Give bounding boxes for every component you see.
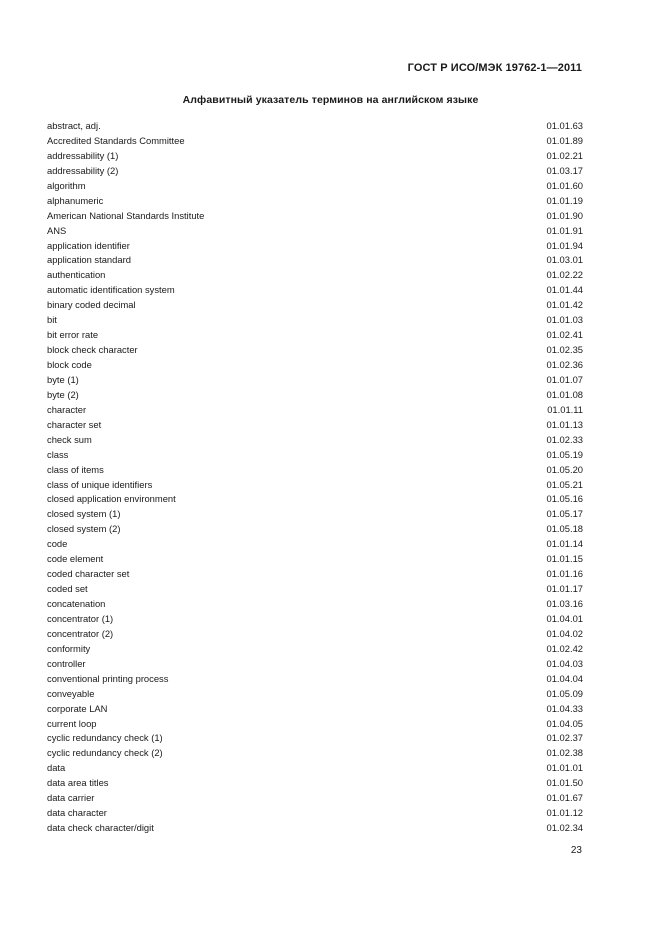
index-entry	[47, 343, 583, 358]
index-term: alphanumeric	[47, 194, 104, 206]
index-entry	[47, 119, 583, 134]
index-ref-number: 01.03.01	[546, 254, 583, 266]
index-entry	[47, 702, 583, 717]
index-entry	[47, 134, 583, 149]
index-term: algorithm	[47, 179, 86, 191]
index-ref-number: 01.04.03	[546, 657, 583, 669]
index-entry	[47, 537, 583, 552]
index-ref-number: 01.03.16	[546, 598, 583, 609]
index-term: data character	[47, 807, 107, 819]
index-term: data check character/digit	[47, 822, 154, 834]
index-ref-number: 01.03.17	[546, 164, 583, 176]
index-term: coded character set	[47, 568, 130, 580]
index-ref-number: 01.01.19	[546, 194, 583, 206]
index-ref-number: 01.01.90	[546, 209, 583, 221]
index-ref-number: 01.02.37	[546, 732, 583, 744]
index-entry	[47, 806, 583, 821]
index-ref-number: 01.01.14	[546, 538, 583, 550]
index-entry	[47, 507, 583, 522]
index-term: bit error rate	[47, 329, 99, 341]
index-entry	[47, 149, 583, 164]
index-ref-number: 01.04.33	[546, 702, 583, 714]
index-ref-number: 01.05.18	[546, 523, 583, 535]
index-ref-number: 01.01.67	[546, 792, 583, 804]
index-term: current loop	[47, 717, 97, 729]
index-ref-number: 01.01.50	[546, 777, 583, 789]
index-term: cyclic redundancy check (1)	[47, 732, 163, 744]
index-term: class of unique identifiers	[47, 478, 153, 490]
index-term: conformity	[47, 642, 91, 654]
index-entry	[47, 776, 583, 791]
index-entry	[47, 388, 583, 403]
index-term: data	[47, 762, 66, 774]
index-title: Алфавитный указатель терминов на английском языке	[182, 94, 479, 106]
index-ref-number: 01.01.12	[546, 807, 583, 819]
index-ref-number: 01.05.09	[546, 687, 583, 699]
index-ref-number: 01.02.22	[546, 269, 583, 281]
index-entry	[47, 403, 583, 418]
index-ref-number: 01.02.41	[546, 329, 583, 341]
index-term: closed system (2)	[47, 523, 121, 535]
index-entry	[47, 642, 583, 657]
index-term: conveyable	[47, 687, 95, 699]
index-term: check sum	[47, 433, 92, 445]
index-ref-number: 01.01.17	[546, 583, 583, 595]
page-number: 23	[570, 845, 582, 856]
index-term: ANS	[47, 224, 67, 236]
index-term: character set	[47, 418, 102, 430]
index-term: concentrator (1)	[47, 612, 114, 624]
index-ref-number: 01.01.16	[546, 568, 583, 580]
index-entry	[47, 373, 583, 388]
index-term: automatic identification system	[47, 284, 175, 296]
index-ref-number: 01.05.16	[546, 493, 583, 505]
index-ref-number: 01.02.33	[546, 433, 583, 445]
index-entry	[47, 567, 583, 582]
index-term: corporate LAN	[47, 702, 108, 714]
index-ref-number: 01.04.04	[546, 672, 583, 684]
index-entry	[47, 672, 583, 687]
index-ref-number: 01.04.01	[546, 612, 583, 624]
index-entry	[47, 522, 583, 537]
index-term: data carrier	[47, 792, 95, 804]
index-term: American National Standards Institute	[47, 209, 205, 221]
index-entry	[47, 552, 583, 567]
index-entry	[47, 358, 583, 373]
index-ref-number: 01.01.03	[546, 314, 583, 326]
index-entry	[47, 717, 583, 732]
index-ref-number: 01.05.17	[546, 508, 583, 520]
index-term: abstract, adj.	[47, 120, 101, 131]
term-index-list	[47, 119, 583, 836]
index-term: authentication	[47, 269, 106, 281]
index-entry	[47, 657, 583, 672]
index-entry	[47, 478, 583, 493]
index-term: application identifier	[47, 239, 130, 251]
index-entry	[47, 194, 583, 209]
index-term: byte (2)	[47, 388, 79, 400]
index-entry	[47, 328, 583, 343]
index-ref-number: 01.05.19	[546, 448, 583, 460]
index-entry	[47, 268, 583, 283]
index-term: controller	[47, 657, 86, 669]
index-term: block code	[47, 359, 92, 370]
index-term: code	[47, 538, 68, 550]
index-entry	[47, 821, 583, 836]
index-entry	[47, 687, 583, 702]
index-ref-number: 01.01.08	[546, 388, 583, 400]
index-term: class of items	[47, 463, 104, 475]
index-entry	[47, 313, 583, 328]
index-ref-number: 01.01.44	[546, 284, 583, 296]
index-entry	[47, 492, 583, 507]
index-ref-number: 01.02.34	[546, 822, 583, 834]
index-term: concentrator (2)	[47, 627, 114, 639]
index-entry	[47, 298, 583, 313]
index-term: byte (1)	[47, 373, 79, 385]
index-term: concatenation	[47, 598, 106, 609]
index-entry	[47, 224, 583, 239]
index-term: coded set	[47, 583, 88, 595]
index-entry	[47, 253, 583, 268]
index-entry	[47, 463, 583, 478]
index-entry	[47, 746, 583, 761]
index-ref-number: 01.01.11	[547, 403, 583, 415]
index-ref-number: 01.05.20	[546, 463, 583, 475]
index-term: closed system (1)	[47, 508, 121, 520]
index-ref-number: 01.02.35	[546, 344, 583, 356]
index-term: addressability (2)	[47, 164, 119, 176]
index-ref-number: 01.02.42	[546, 642, 583, 654]
index-term: conventional printing process	[47, 672, 169, 684]
index-term: block check character	[47, 344, 138, 356]
index-ref-number: 01.05.21	[546, 478, 583, 490]
index-entry	[47, 179, 583, 194]
index-entry	[47, 582, 583, 597]
index-ref-number: 01.01.07	[546, 373, 583, 385]
index-term: closed application environment	[47, 493, 176, 505]
index-ref-number: 01.01.60	[546, 179, 583, 191]
document-code: ГОСТ Р ИСО/МЭК 19762-1—2011	[407, 62, 582, 74]
index-entry	[47, 418, 583, 433]
index-term: code element	[47, 553, 104, 565]
index-term: addressability (1)	[47, 149, 119, 161]
index-entry	[47, 448, 583, 463]
index-term: application standard	[47, 254, 131, 266]
index-term: binary coded decimal	[47, 299, 136, 311]
index-ref-number: 01.01.15	[546, 553, 583, 565]
index-term: bit	[47, 314, 57, 326]
index-entry	[47, 597, 583, 612]
index-entry	[47, 761, 583, 776]
index-entry	[47, 239, 583, 254]
index-ref-number: 01.01.94	[546, 239, 583, 251]
index-ref-number: 01.01.42	[546, 299, 583, 311]
index-entry	[47, 731, 583, 746]
index-ref-number: 01.01.13	[546, 418, 583, 430]
index-ref-number: 01.02.21	[546, 149, 583, 161]
index-entry	[47, 627, 583, 642]
index-ref-number: 01.02.36	[546, 359, 583, 370]
index-term: Accredited Standards Committee	[47, 134, 185, 146]
index-ref-number: 01.01.89	[546, 134, 583, 146]
index-entry	[47, 164, 583, 179]
index-term: character	[47, 403, 87, 415]
index-entry	[47, 612, 583, 627]
index-ref-number: 01.01.01	[546, 762, 583, 774]
index-ref-number: 01.01.91	[546, 224, 583, 236]
index-term: class	[47, 448, 69, 460]
index-entry	[47, 433, 583, 448]
index-ref-number: 01.02.38	[546, 747, 583, 759]
index-term: data area titles	[47, 777, 109, 789]
index-entry	[47, 791, 583, 806]
index-ref-number: 01.04.02	[546, 627, 583, 639]
index-term: cyclic redundancy check (2)	[47, 747, 163, 759]
index-ref-number: 01.01.63	[546, 120, 583, 131]
index-entry	[47, 283, 583, 298]
index-ref-number: 01.04.05	[546, 717, 583, 729]
index-entry	[47, 209, 583, 224]
